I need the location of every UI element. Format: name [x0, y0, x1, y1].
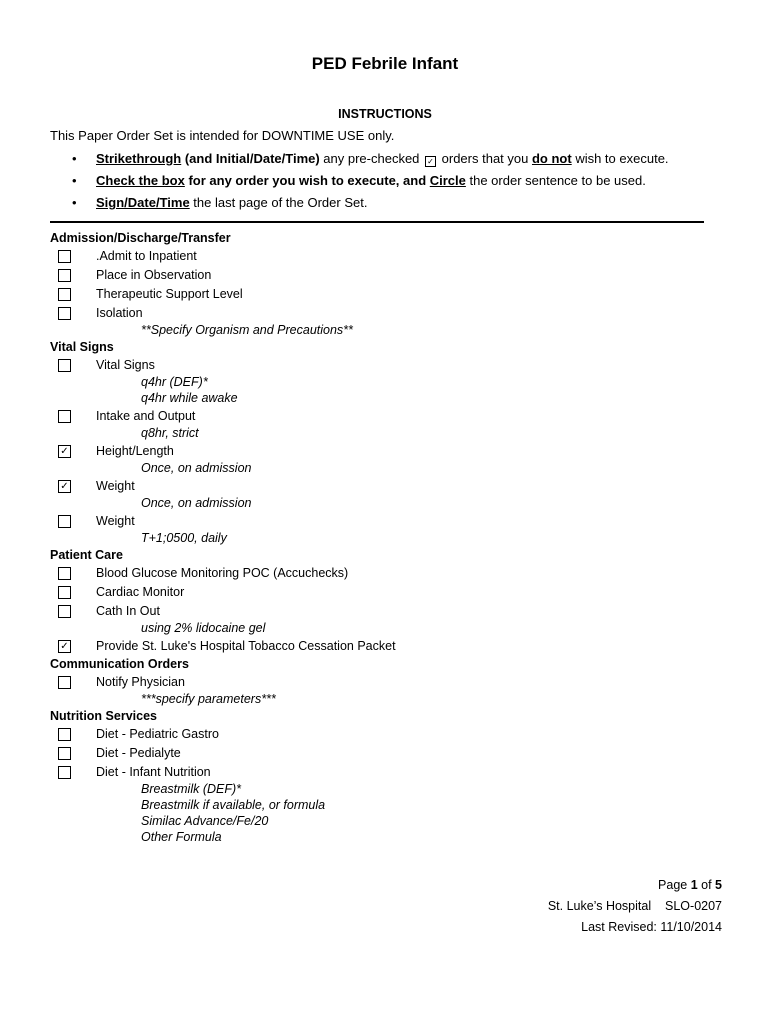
order-item	[50, 247, 730, 266]
order-label: Isolation	[96, 306, 143, 320]
order-sentence: **Specify Organism and Precautions**	[141, 323, 353, 337]
order-label: Cardiac Monitor	[96, 585, 185, 599]
order-item	[50, 564, 730, 583]
order-label: Provide St. Luke's Hospital Tobacco Cessation Packet	[96, 639, 396, 653]
order-sentence: Similac Advance/Fe/20	[141, 814, 269, 828]
order-checkbox[interactable]	[58, 676, 71, 689]
bullet-icon: •	[72, 195, 77, 210]
instruction-bullet-1: • Strikethrough (and Initial/Date/Time) any pre-checked ✓ orders that you do not wish to execute.	[72, 151, 669, 166]
order-item	[50, 304, 730, 323]
order-label: Weight	[96, 479, 135, 493]
order-sentence: ***specify parameters***	[141, 692, 276, 706]
order-item	[50, 442, 730, 461]
order-label: .Admit to Inpatient	[96, 249, 197, 263]
order-sentence: q4hr (DEF)*	[141, 375, 208, 389]
page-number: Page 1 of 5	[658, 878, 722, 892]
order-item	[50, 673, 730, 692]
section-heading: Nutrition Services	[50, 709, 157, 723]
order-checkbox[interactable]	[58, 515, 71, 528]
order-label: Therapeutic Support Level	[96, 287, 243, 301]
order-sentence: Breastmilk if available, or formula	[141, 798, 326, 812]
order-label: Cath In Out	[96, 604, 160, 618]
order-sentence: using 2% lidocaine gel	[141, 621, 266, 635]
order-item	[50, 512, 730, 531]
order-label: Diet - Pedialyte	[96, 746, 181, 760]
order-sentence: Once, on admission	[141, 461, 252, 475]
order-item	[50, 744, 730, 763]
last-revised: Last Revised: 11/10/2014	[581, 920, 722, 934]
order-item	[50, 285, 730, 304]
order-sentence: Once, on admission	[141, 496, 252, 510]
checked-checkbox[interactable]: ✓	[58, 480, 71, 493]
order-label: Vital Signs	[96, 358, 155, 372]
checked-checkbox[interactable]: ✓	[58, 640, 71, 653]
section-heading: Vital Signs	[50, 340, 114, 354]
order-item	[50, 637, 730, 656]
order-label: Place in Observation	[96, 268, 212, 282]
order-label: Weight	[96, 514, 135, 528]
order-item	[50, 266, 730, 285]
instruction-bullet-3: • Sign/Date/Time the last page of the Order Set.	[72, 195, 368, 210]
order-checkbox[interactable]	[58, 766, 71, 779]
order-checkbox[interactable]	[58, 307, 71, 320]
section-divider	[50, 221, 704, 223]
order-item	[50, 725, 730, 744]
order-label: Blood Glucose Monitoring POC (Accuchecks)	[96, 566, 349, 580]
order-item	[50, 763, 730, 782]
order-label: Notify Physician	[96, 675, 185, 689]
order-sentence: q4hr while awake	[141, 391, 238, 405]
bullet-icon: •	[72, 173, 77, 188]
order-checkbox[interactable]	[58, 567, 71, 580]
order-checkbox[interactable]	[58, 269, 71, 282]
bullet-icon: •	[72, 151, 77, 166]
order-label: Diet - Infant Nutrition	[96, 765, 211, 779]
instruction-bullet-2: • Check the box for any order you wish to execute, and Circle the order sentence to be used.	[72, 173, 646, 188]
order-checkbox[interactable]	[58, 728, 71, 741]
order-sentence: Breastmilk (DEF)*	[141, 782, 242, 796]
order-checkbox[interactable]	[58, 410, 71, 423]
instructions-list	[72, 150, 669, 216]
hospital-form-code: St. Luke’s Hospital SLO-0207	[547, 899, 722, 913]
section-heading: Patient Care	[50, 548, 123, 562]
order-item	[50, 602, 730, 621]
order-label: Intake and Output	[96, 409, 196, 423]
order-label: Diet - Pediatric Gastro	[96, 727, 219, 741]
order-checkbox[interactable]	[58, 250, 71, 263]
order-item	[50, 356, 730, 375]
order-checkbox[interactable]	[58, 586, 71, 599]
page-title: PED Febrile Infant	[311, 54, 459, 73]
order-label: Height/Length	[96, 444, 174, 458]
checked-box-icon: ✓	[425, 156, 436, 167]
order-checkbox[interactable]	[58, 747, 71, 760]
order-item	[50, 583, 730, 602]
order-form	[50, 230, 730, 846]
order-checkbox[interactable]	[58, 288, 71, 301]
section-heading: Communication Orders	[50, 657, 189, 671]
section-heading: Admission/Discharge/Transfer	[50, 231, 231, 245]
order-sentence: Other Formula	[141, 830, 222, 844]
order-checkbox[interactable]	[58, 605, 71, 618]
order-sentence: T+1;0500, daily	[141, 531, 227, 545]
order-item	[50, 407, 730, 426]
order-sentence: q8hr, strict	[141, 426, 199, 440]
instructions-heading: INSTRUCTIONS	[338, 107, 432, 121]
order-item	[50, 477, 730, 496]
order-checkbox[interactable]	[58, 359, 71, 372]
checked-checkbox[interactable]: ✓	[58, 445, 71, 458]
instructions-intro: This Paper Order Set is intended for DOWNTIME USE only.	[50, 128, 395, 143]
